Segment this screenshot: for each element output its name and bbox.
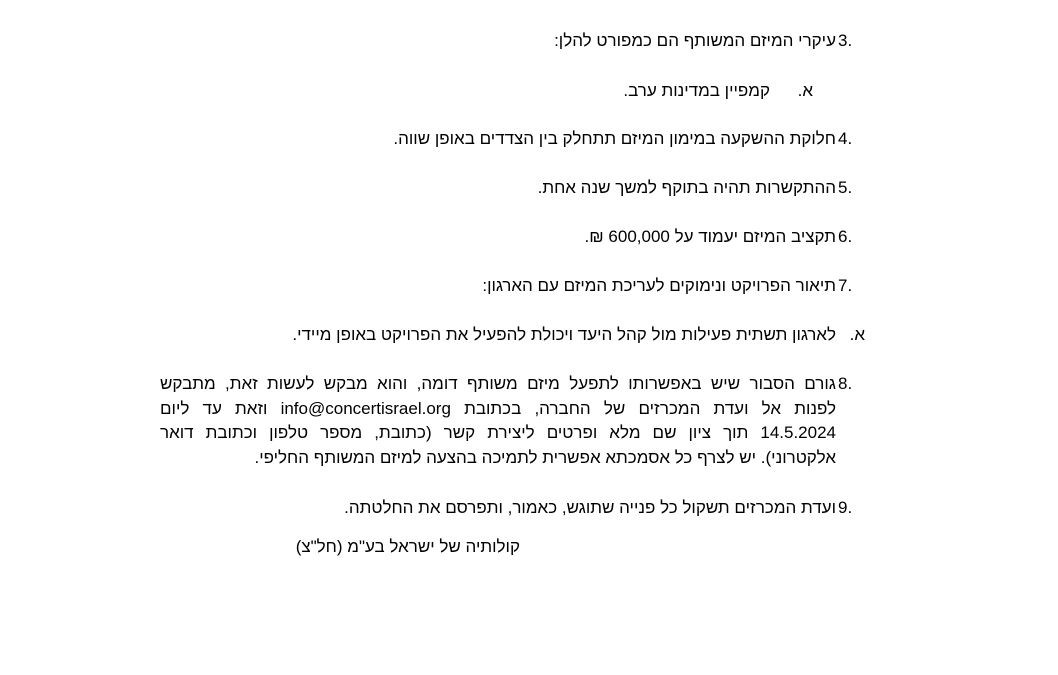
item-7-text: תיאור הפרויקט ונימוקים לעריכת המיזם עם הארגון: — [482, 276, 836, 295]
item-8-number: 8. — [838, 374, 853, 393]
item-7a-letter: א. — [849, 325, 865, 344]
item-5-text: ההתקשרות תהיה בתוקף למשך שנה אחת. — [537, 178, 836, 197]
sub-item-3a-text: קמפיין במדינות ערב. — [623, 81, 770, 100]
item-9-text: ועדת המכרזים תשקול כל פנייה שתוגש, כאמור, ותפרסם את החלטתה. — [344, 498, 836, 517]
item-8-paragraph — [160, 372, 836, 470]
item-8-line-2: לפנות אל ועדת המכרזים של החברה, בכתובת info@concertisrael.org וזאת עד ליום — [160, 398, 837, 418]
item-3-number: 3. — [838, 31, 853, 50]
item-5-number: 5. — [838, 178, 853, 197]
item-6-number: 6. — [838, 227, 853, 246]
cutoff-previous-line — [218, 0, 518, 6]
item-4-text: חלוקת ההשקעה במימון המיזם תתחלק בין הצדדים באופן שווה. — [393, 129, 836, 148]
item-4-number: 4. — [838, 129, 853, 148]
item-3-text: עיקרי המיזם המשותף הם כמפורט להלן: — [554, 31, 836, 50]
item-8-line-3: 14.5.2024 תוך ציון שם מלא ופרטים ליצירת קשר (כתובת, מספר טלפון וכתובת דואר — [160, 423, 836, 442]
item-7a-text: לארגון תשתית פעילות מול קהל היעד ויכולת להפעיל את הפרויקט באופן מיידי. — [292, 325, 836, 344]
sub-item-3a-letter: א. — [797, 81, 813, 100]
item-6-text: תקציב המיזם יעמוד על 600,000 ₪. — [584, 227, 836, 246]
item-7-number: 7. — [838, 276, 853, 295]
item-8-line-1: גורם הסבור שיש באפשרותו לתפעל מיזם משותף דומה, והוא מבקש לעשות זאת, מתבקש — [160, 374, 836, 393]
item-9-number: 9. — [838, 498, 853, 517]
signature: קולותיה של ישראל בע"מ (חל"צ) — [295, 537, 520, 556]
item-8-line-4: אלקטרוני). יש לצרף כל אסמכתא אפשרית לתמיכה בהצעה למיזם המשותף החליפי. — [254, 447, 836, 467]
